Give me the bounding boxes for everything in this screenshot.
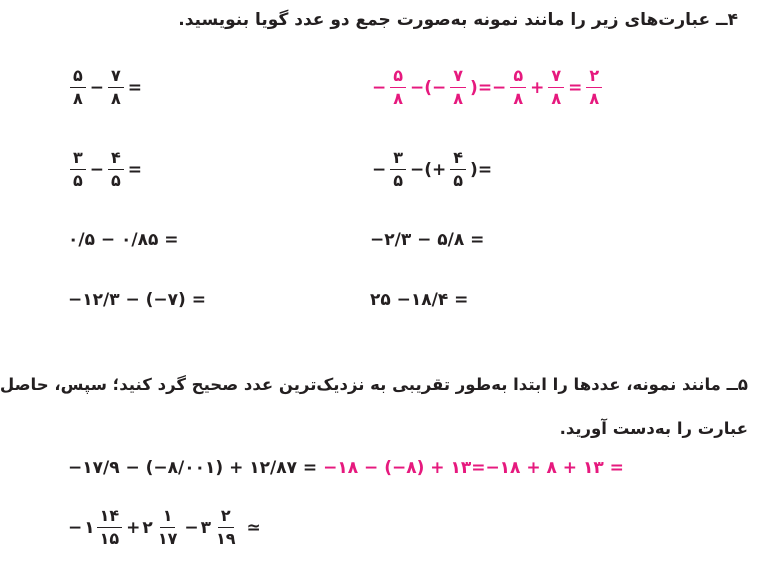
fraction: $\frac{۳}{۵}$ — [390, 150, 406, 189]
q5-example-expression — [68, 458, 624, 478]
q4-row4-left-expression: −۱۲/۳ − (−۷) = — [68, 290, 206, 310]
question-4-title: ۴ــ عبارت‌های زیر را مانند نمونه به‌صورت جمع دو عدد گویا بنویسید. — [178, 10, 738, 30]
question-5-text-line2: عبارت را به‌دست آورید. — [559, 419, 748, 438]
fraction: $\frac{۱۴}{۱۵}$ — [97, 508, 123, 547]
q4-row4-right-expression: ۲۵ −۱۸/۴ = — [370, 290, 469, 310]
fraction: $\frac{۳}{۵}$ — [70, 150, 86, 189]
q4-row2-right-expression: − $\frac{۳}{۵}$ −(+ $\frac{۴}{۵}$ )= — [372, 148, 493, 190]
fraction: $\frac{۵}{۸}$ — [70, 68, 86, 107]
fraction: $\frac{۴}{۵}$ — [450, 150, 466, 189]
q4-row3-right-expression: −۲/۳ − ۵/۸ = — [370, 230, 485, 250]
q5-example-answer: −۱۸ − (−۸) + ۱۳=−۱۸ + ۸ + ۱۳ = — [323, 458, 624, 478]
q4-row1-left-expression: $\frac{۵}{۸}$ − $\frac{۷}{۸}$ = — [68, 68, 144, 107]
fraction: $\frac{۷}{۸}$ — [548, 68, 564, 107]
question-5-text-line1: ۵ــ مانند نمونه، عددها را ابتدا به‌طور تقریبی به نزدیک‌ترین عدد صحیح گرد کنید؛ سپس، حاصل — [0, 375, 748, 394]
fraction: $\frac{۷}{۸}$ — [108, 68, 124, 107]
mixed-number: ۲ $\frac{۱}{۱۷}$ — [142, 508, 182, 547]
mixed-number: ۱ $\frac{۱۴}{۱۵}$ — [84, 508, 124, 547]
fraction: $\frac{۱}{۱۷}$ — [157, 506, 178, 548]
mixed-number: ۳ $\frac{۲}{۱۹}$ — [201, 508, 241, 547]
fraction: $\frac{۵}{۸}$ — [390, 68, 406, 107]
fraction: $\frac{۵}{۸}$ — [510, 68, 526, 107]
fraction: $\frac{۷}{۸}$ — [450, 68, 466, 107]
fraction: $\frac{۲}{۱۹}$ — [215, 506, 236, 548]
q4-row2-left-expression: $\frac{۳}{۵}$ − $\frac{۴}{۵}$ = — [68, 150, 144, 189]
fraction: $\frac{۲}{۸}$ — [586, 68, 602, 107]
q5-mixed-number-expression: − ۱ $\frac{۱۴}{۱۵}$ + ۲ $\frac{۱}{۱۷}$ − ۳ $\frac{۲}{۱۹}$ ≃ — [68, 506, 261, 548]
q4-row3-left-expression: ۰/۵ − ۰/۸۵ = — [68, 230, 179, 250]
q4-row1-example-expression: − $\frac{۵}{۸}$ −(− $\frac{۷}{۸}$ )=− $\frac{۵}{۸}$ + $\frac{۷}{۸}$ = $\frac{۲}{۸}$ — [370, 68, 604, 107]
q5-example-question: −۱۷/۹ − (−۸/۰۰۱) + ۱۲/۸۷ = — [68, 458, 318, 478]
fraction: $\frac{۴}{۵}$ — [108, 150, 124, 189]
